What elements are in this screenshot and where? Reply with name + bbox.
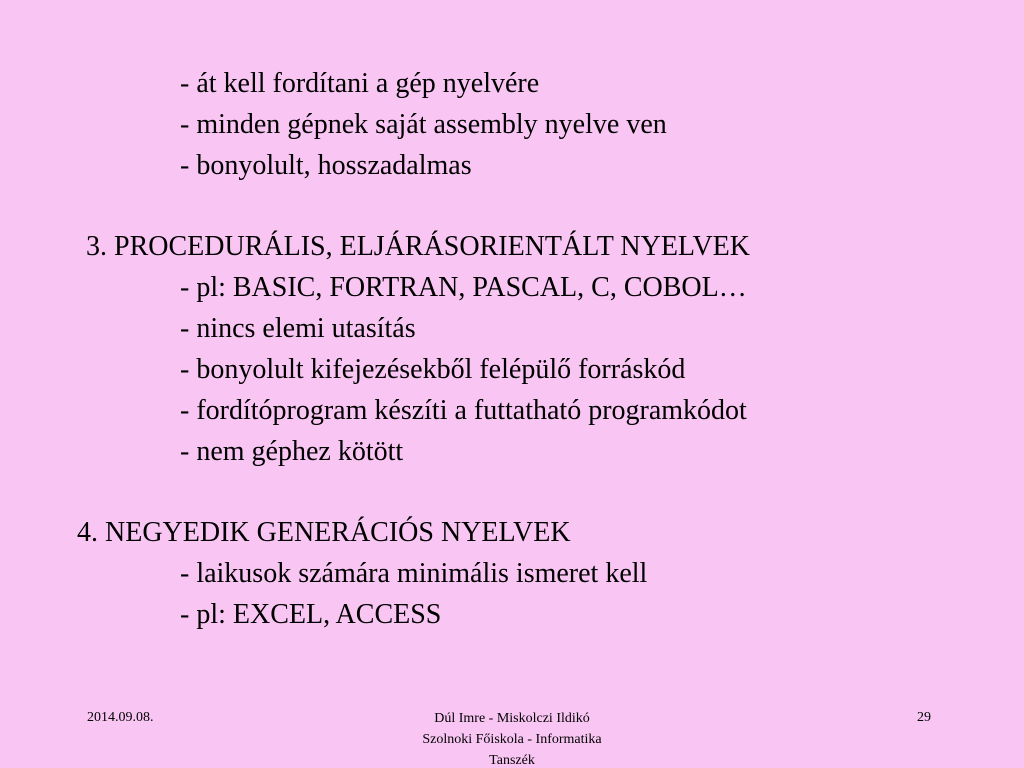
section-3-item: - nem géphez kötött: [180, 436, 404, 467]
footer-date: 2014.09.08.: [87, 710, 154, 725]
footer-author-line: Szolnoki Főiskola - Informatika: [422, 732, 602, 747]
footer-author: [384, 708, 640, 768]
section-3-item: - nincs elemi utasítás: [180, 313, 416, 344]
section-3-item: - bonyolult kifejezésekből felépülő forráskód: [180, 354, 686, 385]
footer-author-line: Dúl Imre - Miskolczi Ildikó: [434, 711, 590, 726]
section-3-heading: 3. PROCEDURÁLIS, ELJÁRÁSORIENTÁLT NYELVEK: [86, 231, 751, 262]
intro-item: - minden gépnek saját assembly nyelve ven: [180, 109, 667, 140]
page-number: 29: [917, 710, 931, 725]
section-3-item: - pl: BASIC, FORTRAN, PASCAL, C, COBOL…: [180, 272, 747, 303]
section-4-item: - pl: EXCEL, ACCESS: [180, 599, 442, 630]
footer-author-line: Tanszék: [489, 753, 535, 768]
section-4-item: - laikusok számára minimális ismeret kell: [180, 558, 648, 589]
intro-item: - bonyolult, hosszadalmas: [180, 150, 472, 181]
section-3-item: - fordítóprogram készíti a futtatható programkódot: [180, 395, 747, 426]
section-4-heading: 4. NEGYEDIK GENERÁCIÓS NYELVEK: [77, 517, 571, 548]
intro-item: - át kell fordítani a gép nyelvére: [180, 68, 540, 99]
